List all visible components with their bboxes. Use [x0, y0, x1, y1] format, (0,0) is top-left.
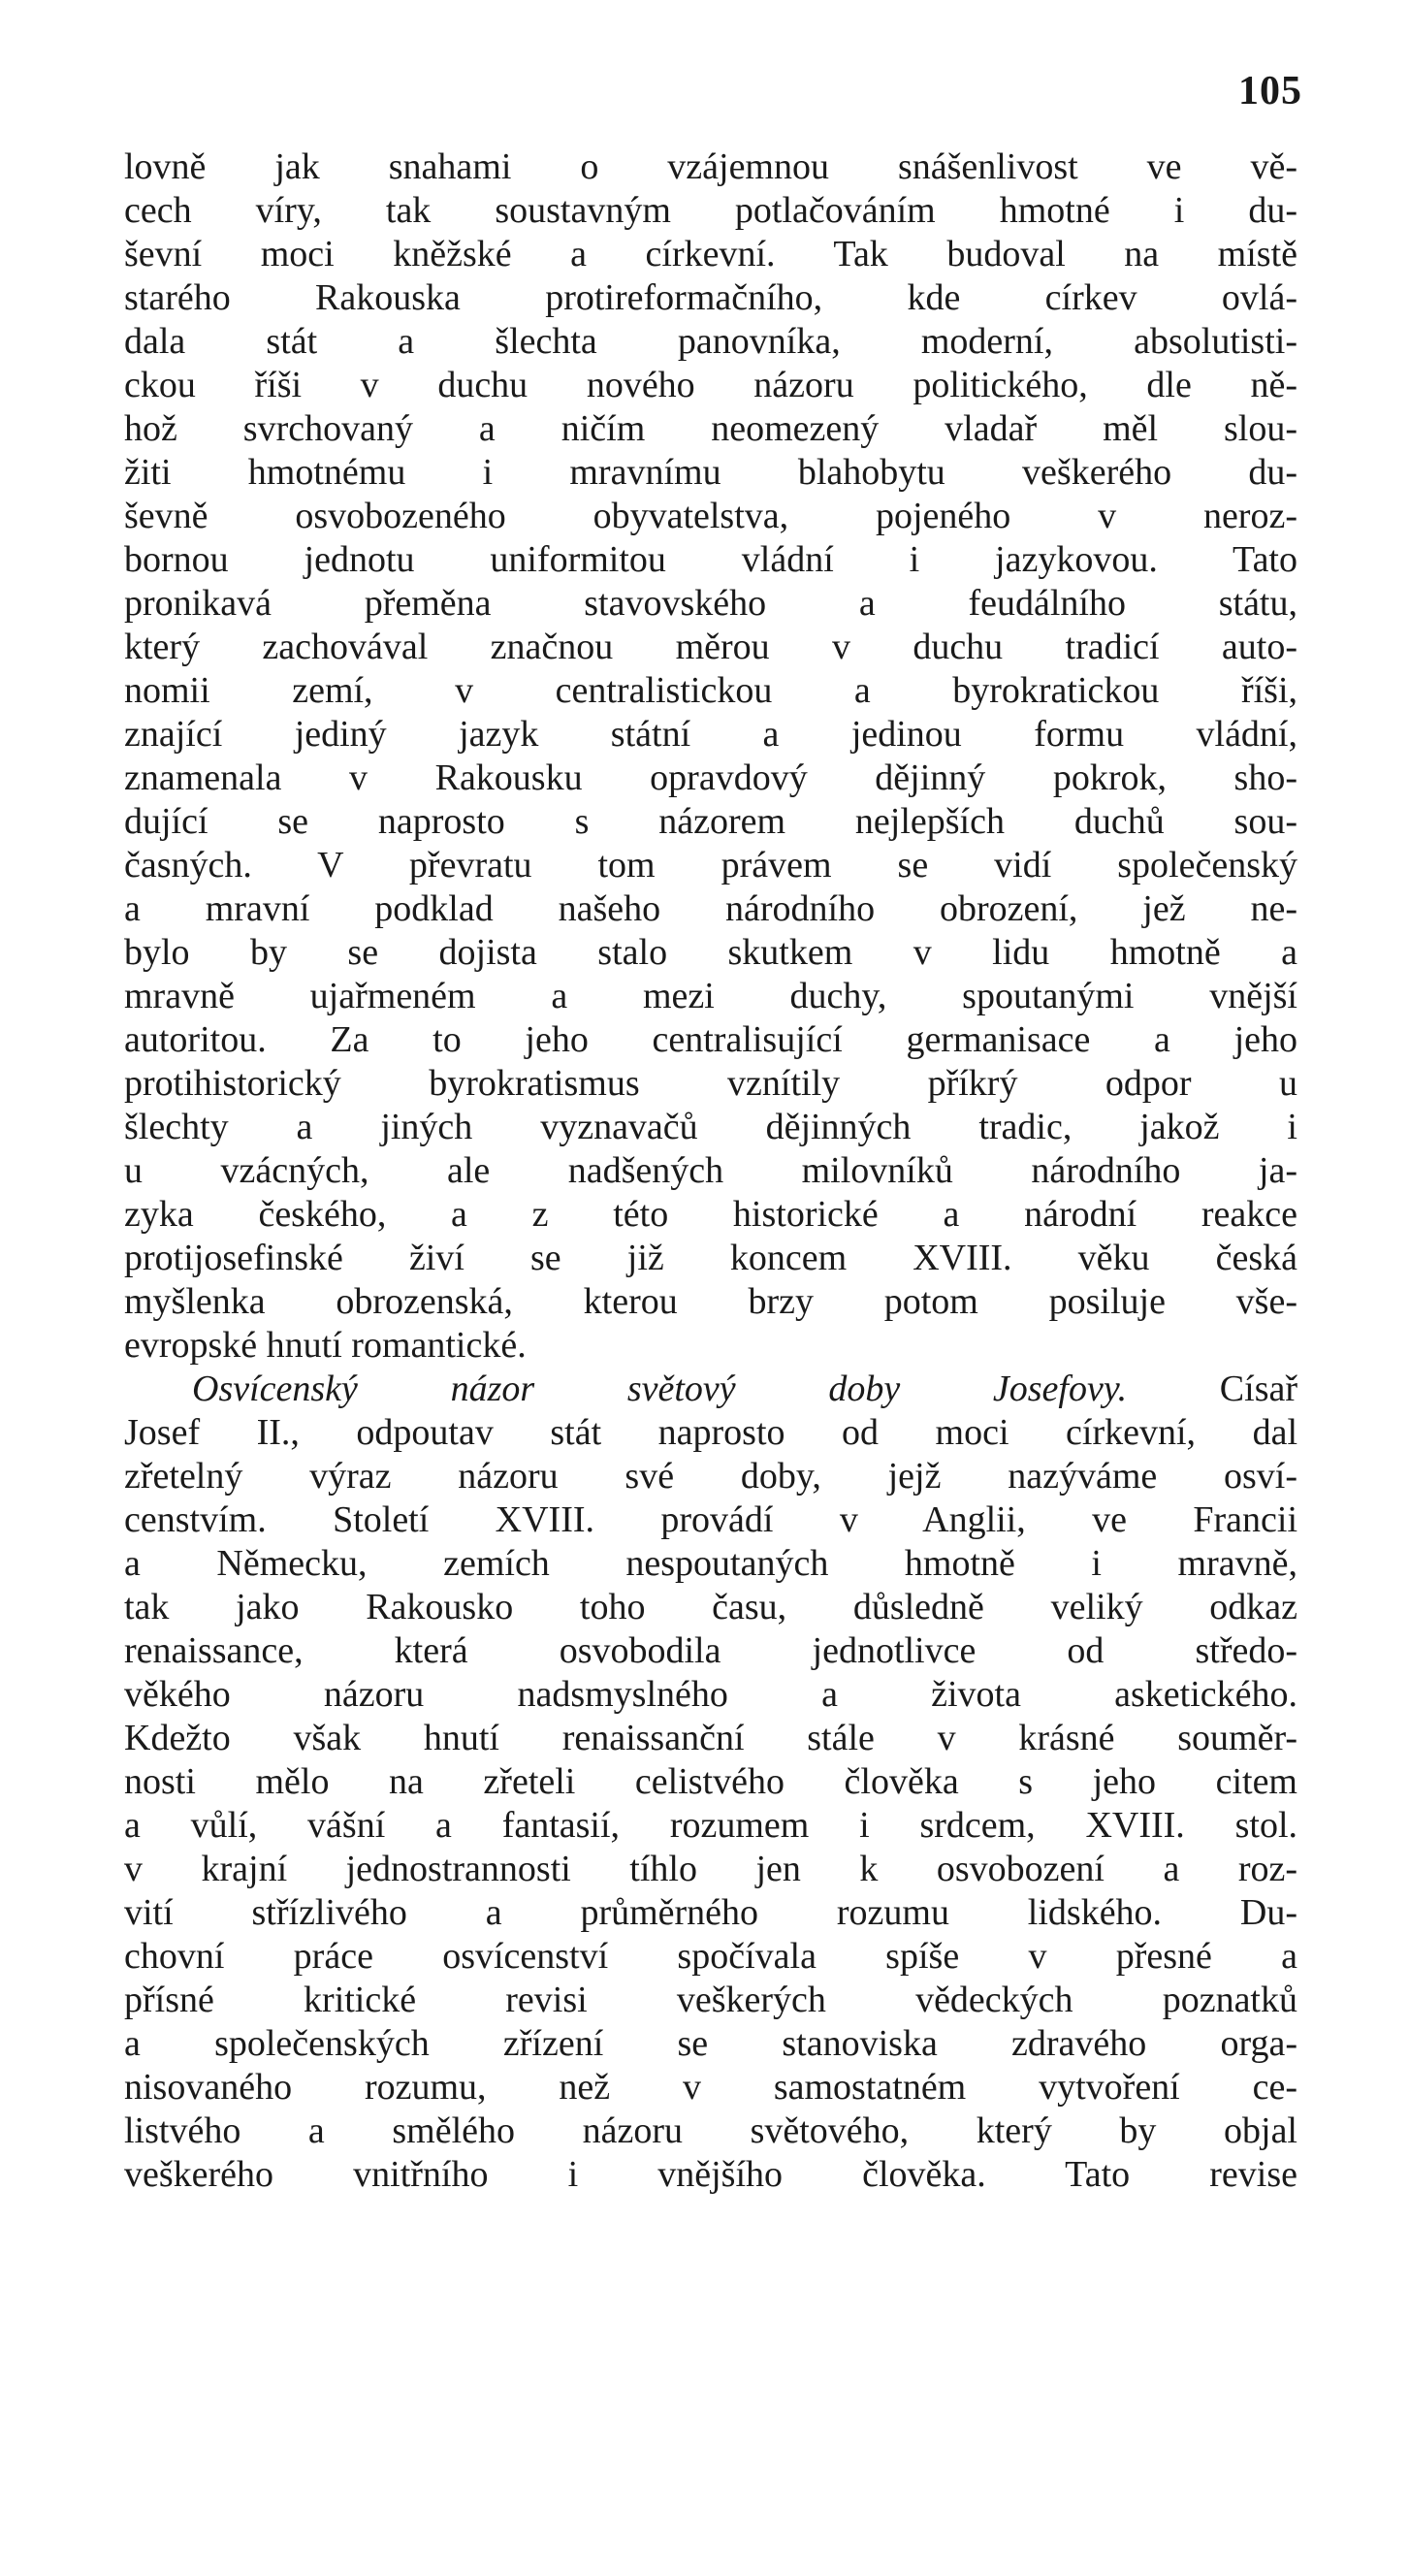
paragraph-2-first-line [124, 1368, 1297, 1411]
text-line: evropské hnutí romantické. [124, 1325, 527, 1366]
text-line: ševně osvobozeného obyvatelstva, pojeného v neroz- [124, 496, 1297, 536]
text-line: přísné kritické revisi veškerých vědeckých poznatků [124, 1980, 1297, 2020]
first-line-rest: Císař [1219, 1368, 1297, 1409]
text-line: ckou říši v duchu nového názoru politického, dle ně- [124, 365, 1297, 405]
text-line: bylo by se dojista stalo skutkem v lidu hmotně a [124, 932, 1297, 973]
text-line: který zachovával značnou měrou v duchu tradicí auto- [124, 627, 1297, 667]
text-line: a mravní podklad našeho národního obrození, jež ne- [124, 888, 1297, 929]
text-line: věkého názoru nadsmyslného a života asketického. [124, 1674, 1297, 1715]
text-line: lovně jak snahami o vzájemnou snášenlivost ve vě- [124, 146, 1297, 187]
page-number: 105 [1238, 69, 1302, 113]
text-line: dala stát a šlechta panovníka, moderní, absolutisti- [124, 321, 1297, 362]
text-line: chovní práce osvícenství spočívala spíše v přesné a [124, 1936, 1297, 1977]
text-line: censtvím. Století XVIII. provádí v Anglii, ve Francii [124, 1499, 1297, 1540]
body-text [124, 145, 1297, 2197]
paragraph-2-lines [124, 1411, 1297, 2197]
text-line: nisovaného rozumu, než v samostatném vytvoření ce- [124, 2067, 1297, 2108]
text-line: autoritou. Za to jeho centralisující germanisace a jeho [124, 1019, 1297, 1060]
text-line: a vůlí, vášní a fantasií, rozumem i srdcem, XVIII. stol. [124, 1805, 1297, 1846]
text-line: protijosefinské živí se již koncem XVIII. věku česká [124, 1238, 1297, 1278]
text-line: u vzácných, ale nadšených milovníků národního ja- [124, 1150, 1297, 1191]
text-line: veškerého vnitřního i vnějšího člověka. Tato revise [124, 2154, 1297, 2195]
text-line: hož svrchovaný a ničím neomezený vladař měl slou- [124, 408, 1297, 449]
text-line: bornou jednotu uniformitou vládní i jazykovou. Tato [124, 539, 1297, 580]
text-line: listvého a smělého názoru světového, který by objal [124, 2110, 1297, 2151]
text-line: žiti hmotnému i mravnímu blahobytu veškerého du- [124, 452, 1297, 493]
text-line: ševní moci kněžské a církevní. Tak budoval na místě [124, 234, 1297, 274]
text-line: zřetelný výraz názoru své doby, jejž nazýváme osví- [124, 1456, 1297, 1497]
text-line: znamenala v Rakousku opravdový dějinný pokrok, sho- [124, 757, 1297, 798]
text-line: cech víry, tak soustavným potlačováním hmotné i du- [124, 190, 1297, 231]
text-line: znající jediný jazyk státní a jedinou formu vládní, [124, 714, 1297, 755]
paragraph-2 [124, 1368, 1297, 2197]
text-line: myšlenka obrozenská, kterou brzy potom posiluje vše- [124, 1281, 1297, 1322]
text-line: dující se naprosto s názorem nejlepších duchů sou- [124, 801, 1297, 842]
section-heading-italic: Osvícenský názor světový doby Josefovy. [192, 1368, 1128, 1409]
text-line: šlechty a jiných vyznavačů dějinných tradic, jakož i [124, 1107, 1297, 1147]
text-line: nosti mělo na zřeteli celistvého člověka s jeho citem [124, 1761, 1297, 1802]
text-line: Josef II., odpoutav stát naprosto od moci církevní, dal [124, 1412, 1297, 1453]
text-line: v krajní jednostrannosti tíhlo jen k osvobození a roz- [124, 1849, 1297, 1889]
text-line: pronikavá přeměna stavovského a feudálního státu, [124, 583, 1297, 624]
text-line: nomii zemí, v centralistickou a byrokratickou říši, [124, 670, 1297, 711]
text-line: protihistorický byrokratismus vznítily příkrý odpor u [124, 1063, 1297, 1104]
text-line: vití střízlivého a průměrného rozumu lidského. Du- [124, 1892, 1297, 1933]
text-line: renaissance, která osvobodila jednotlivce od středo- [124, 1630, 1297, 1671]
text-line: a Německu, zemích nespoutaných hmotně i mravně, [124, 1543, 1297, 1584]
text-line: mravně ujařmeném a mezi duchy, spoutanými vnější [124, 976, 1297, 1016]
text-line: starého Rakouska protireformačního, kde církev ovlá- [124, 277, 1297, 318]
text-line: Kdežto však hnutí renaissanční stále v krásné souměr- [124, 1718, 1297, 1758]
text-line: časných. V převratu tom právem se vidí společenský [124, 845, 1297, 886]
text-line: tak jako Rakousko toho času, důsledně veliký odkaz [124, 1587, 1297, 1627]
text-line: zyka českého, a z této historické a národní reakce [124, 1194, 1297, 1235]
text-line: a společenských zřízení se stanoviska zdravého orga- [124, 2023, 1297, 2064]
paragraph-1 [124, 145, 1297, 1368]
